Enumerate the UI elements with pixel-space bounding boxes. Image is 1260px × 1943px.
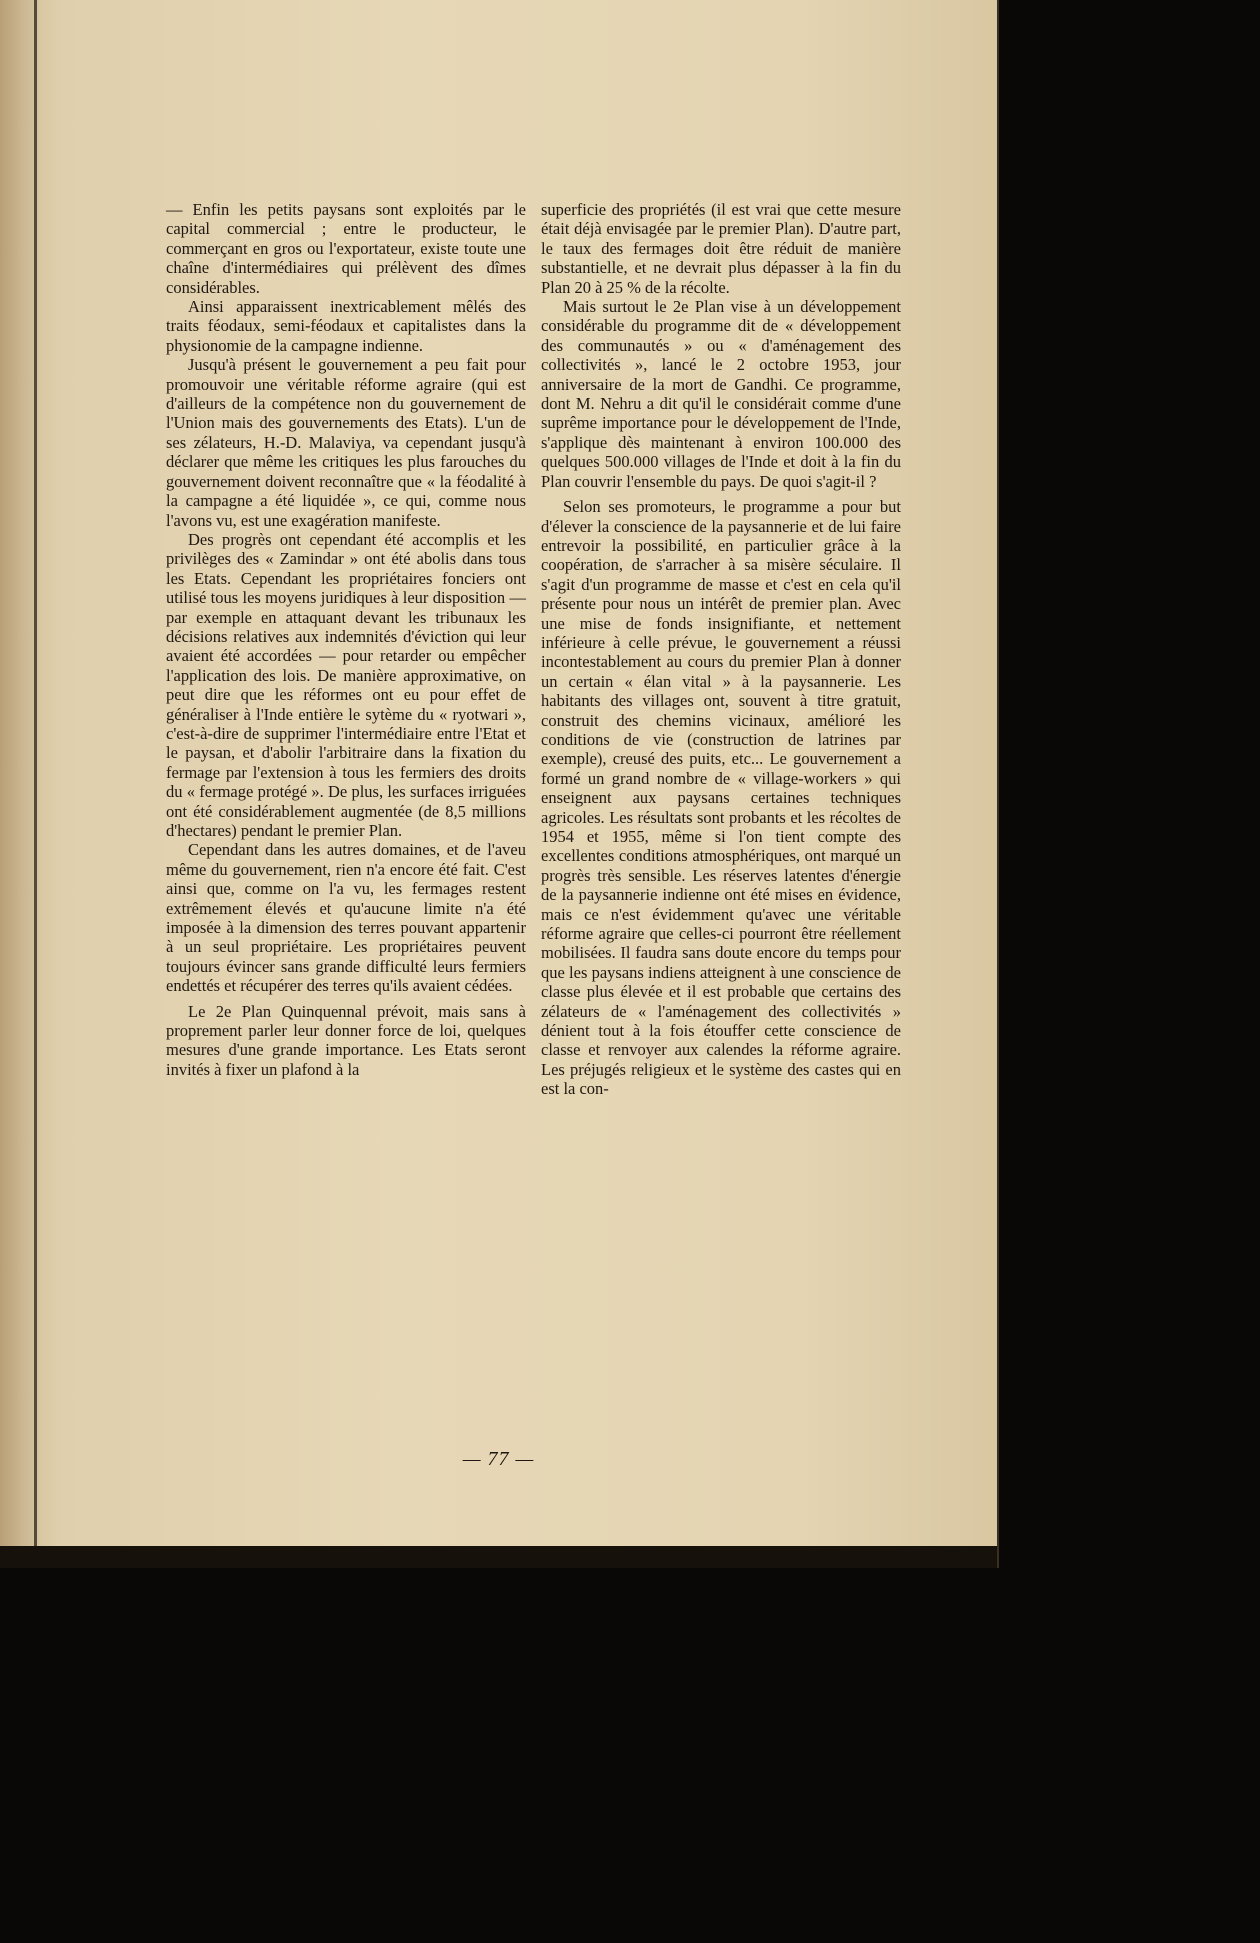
text-column-right <box>541 200 901 1099</box>
paragraph: Des progrès ont cependant été accomplis et les privilèges des « Zamindar » ont été abolis dans tous les Etats. Cependant les propriétaires fonciers ont utilisé tous les moyens juridiques à leur disposition — par exemple en attaquant devant les tribunaux les décisions relatives aux indemnités d'éviction qui leur avaient été accordées — pour retarder ou empêcher l'application des lois. De manière approximative, on peut dire que les réformes ont eu pour effet de généraliser à l'Inde entière le sytème du « ryotwari », c'est-à-dire de supprimer l'intermédiaire entre l'Etat et le paysan, et d'abolir l'arbitraire dans la fixation du fermage par l'extension à tous les fermiers des droits du « fermage protégé ». De plus, les surfaces irriguées ont été considérablement augmentée (de 8,5 millions d'hectares) pendant le premier Plan. <box>166 529 526 840</box>
paragraph: Ainsi apparaissent inextricablement mêlés des traits féodaux, semi-féodaux et capitalistes dans la physionomie de la campagne indienne. <box>166 297 526 355</box>
paragraph: superficie des propriétés (il est vrai que cette mesure était déjà envisagée par le premier Plan). D'autre part, le taux des fermages doit être réduit de manière substantielle, et ne devrait plus dépasser à la fin du Plan 20 à 25 % de la récolte. <box>541 200 901 297</box>
paragraph: Cependant dans les autres domaines, et de l'aveu même du gouvernement, rien n'a encore été fait. C'est ainsi que, comme on l'a vu, les fermages restent extrêmement élevés et qu'aucune limite n'a été imposée à la dimension des terres pouvant appartenir à un seul propriétaire. Les propriétaires peuvent toujours évincer sans grande difficulté leurs fermiers endettés et récupérer des terres qu'ils avaient cédées. <box>166 840 526 996</box>
text-column-left <box>166 200 526 1079</box>
page-number: — 77 — <box>462 1448 535 1470</box>
paragraph: — Enfin les petits paysans sont exploités par le capital commercial ; entre le producteur, le commerçant en gros ou l'exportateur, existe toute une chaîne d'intermédiaires qui prélèvent des dîmes considérables. <box>166 200 526 297</box>
paragraph: Jusqu'à présent le gouvernement a peu fait pour promouvoir une véritable réforme agraire (qui est d'ailleurs de la compétence non du gouvernement de l'Union mais des gouvernements des Etats). L'un de ses zélateurs, H.-D. Malaviya, va cependant jusqu'à déclarer que même les critiques les plus farouches du gouvernement doivent reconnaître que « la féodalité à la campagne a été liquidée », ce qui, comme nous l'avons vu, est une exagération manifeste. <box>166 355 526 530</box>
paragraph: Le 2e Plan Quinquennal prévoit, mais sans à proprement parler leur donner force de loi, quelques mesures d'une grande importance. Les Etats seront invités à fixer un plafond à la <box>166 1001 526 1079</box>
binding-edge <box>34 0 37 1568</box>
scan-border <box>0 1546 997 1568</box>
paragraph: Selon ses promoteurs, le programme a pour but d'élever la conscience de la paysannerie et de lui faire entrevoir la possibilité, en particulier grâce à la coopération, de s'arracher à sa misère séculaire. Il s'agit d'un programme de masse et c'est en cela qu'il présente pour nous un intérêt de premier plan. Avec une mise de fonds insignifiante, et nettement inférieure à celle prévue, le gouvernement a réussi incontestablement au cours du premier Plan à donner un certain « élan vital » à la paysannerie. Les habitants des villages ont, souvent à titre gratuit, construit des chemins vicinaux, amélioré les conditions de vie (construction de latrines par exemple), creusé des puits, etc... Le gouvernement a formé un grand nombre de « village-workers » qui enseignent aux paysans certaines techniques agricoles. Les résultats sont probants et les récoltes de 1954 et 1955, même si l'on tient compte des excellentes conditions atmosphériques, ont marqué un progrès très sensible. Les réserves latentes d'énergie de la paysannerie indienne ont été mises en évidence, mais ce n'est évidemment qu'avec une véritable réforme agraire que celles-ci pourront être réellement mobilisées. Il faudra sans doute encore du temps pour que les paysans indiens atteignent à une conscience de classe plus élevée et il est probable que certains des zélateurs de « l'aménagement des collectivités » dénient tout à la fois étouffer cette conscience de classe et renvoyer aux calendes la réforme agraire. Les préjugés religieux et le système des castes qui en est la con- <box>541 497 901 1099</box>
paragraph: Mais surtout le 2e Plan vise à un développement considérable du programme dit de « développement des communautés » ou « d'aménagement des collectivités », lancé le 2 octobre 1953, jour anniversaire de la mort de Gandhi. Ce programme, dont M. Nehru a dit qu'il le considérait comme d'une suprême importance pour le développement de l'Inde, s'applique dès maintenant à environ 100.000 des quelques 500.000 villages de l'Inde et doit à la fin du Plan couvrir l'ensemble du pays. De quoi s'agit-il ? <box>541 297 901 491</box>
